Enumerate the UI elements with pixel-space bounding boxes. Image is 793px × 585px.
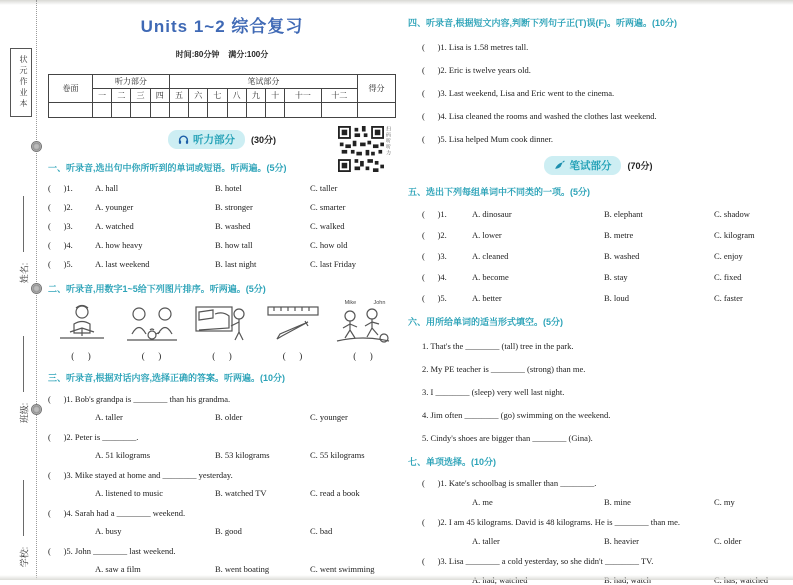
score-cell bbox=[150, 103, 169, 118]
score-col-label: 十 bbox=[265, 89, 284, 103]
boys-playing-football-picture bbox=[334, 302, 392, 344]
answer-bracket: ( )1. bbox=[48, 183, 73, 193]
score-cell bbox=[227, 103, 246, 118]
listening-qr-block bbox=[338, 126, 394, 172]
option-b: B. went boating bbox=[215, 564, 270, 574]
option-b: B. washed bbox=[604, 251, 640, 261]
option-a: A. hall bbox=[95, 183, 119, 193]
right-page bbox=[398, 0, 793, 585]
options-row bbox=[472, 497, 789, 507]
option-c: C. smarter bbox=[310, 202, 346, 212]
option-a: A. last weekend bbox=[95, 259, 150, 269]
options-row bbox=[95, 488, 396, 498]
option-a: A. me bbox=[472, 497, 493, 507]
option-a: A. better bbox=[472, 293, 502, 303]
answer-bracket: ( )3. bbox=[422, 251, 447, 261]
binding-margin bbox=[0, 0, 46, 580]
score-col-label: 四 bbox=[150, 89, 169, 103]
true-false-item: ( )3. Last weekend, Lisa and Eric went to the cinema. bbox=[422, 88, 615, 98]
score-cell bbox=[93, 103, 112, 118]
option-b: B. good bbox=[215, 526, 242, 536]
question-stem: ( )1. Kate's schoolbag is smaller than ________. bbox=[422, 478, 597, 488]
score-cell bbox=[285, 103, 321, 118]
option-b: B. how tall bbox=[215, 240, 253, 250]
score-col-label: 九 bbox=[246, 89, 265, 103]
option-c: C. taller bbox=[310, 183, 338, 193]
option-c: C. how old bbox=[310, 240, 348, 250]
fill-blank-item: 2. My PE teacher is ________ (strong) than me. bbox=[422, 364, 586, 374]
score-col-label: 十一 bbox=[285, 89, 321, 103]
option-b: B. had; watch bbox=[604, 575, 651, 585]
section-5-heading: 五、选出下列每组单词中不同类的一项。(5分) bbox=[408, 187, 591, 197]
answer-bracket: ( )2. bbox=[422, 230, 447, 240]
true-false-item: ( )5. Lisa helped Mum cook dinner. bbox=[422, 134, 554, 144]
option-c: C. fixed bbox=[714, 272, 742, 282]
left-page bbox=[46, 0, 398, 580]
score-cell bbox=[189, 103, 208, 118]
option-b: B. stay bbox=[604, 272, 628, 282]
options-row bbox=[95, 526, 396, 536]
question-row bbox=[48, 202, 396, 212]
written-part-header bbox=[408, 156, 789, 175]
score-col-label: 六 bbox=[189, 89, 208, 103]
class-write-line bbox=[23, 336, 24, 392]
score-cell bbox=[358, 103, 396, 118]
option-c: C. younger bbox=[310, 412, 348, 422]
option-a: A. lower bbox=[472, 230, 502, 240]
question-row bbox=[48, 183, 396, 193]
score-cell bbox=[49, 103, 93, 118]
question-stem: ( )4. Sarah had a ________ weekend. bbox=[48, 508, 186, 518]
grandparents-drinking-tea-picture bbox=[123, 302, 181, 344]
question-stem: ( )2. I am 45 kilograms. David is 48 kilograms. He is ________ than me. bbox=[422, 517, 681, 527]
section-1-heading: 一、听录音,选出句中你所听到的单词或短语。听两遍。(5分) bbox=[48, 163, 287, 173]
option-a: A. taller bbox=[95, 412, 123, 422]
picture-name-label: John bbox=[373, 300, 386, 306]
score-cell bbox=[246, 103, 265, 118]
listening-points: (30分) bbox=[250, 135, 276, 145]
answer-bracket: ( )5. bbox=[422, 293, 447, 303]
pen-icon bbox=[554, 160, 565, 171]
score-table-written-header: 笔试部分 bbox=[169, 75, 357, 89]
score-table bbox=[48, 74, 396, 118]
picture-item bbox=[121, 302, 183, 349]
option-a: A. taller bbox=[472, 536, 500, 546]
option-a: A. younger bbox=[95, 202, 134, 212]
question-row bbox=[48, 221, 396, 231]
options-row bbox=[472, 575, 789, 585]
option-a: A. how heavy bbox=[95, 240, 143, 250]
option-c: C. 55 kilograms bbox=[310, 450, 365, 460]
question-row bbox=[408, 251, 789, 261]
section-7-heading: 七、单项选择。(10分) bbox=[408, 457, 497, 467]
name-label: 姓名: bbox=[18, 262, 29, 284]
question-stem: ( )1. Bob's grandpa is ________ than his grandma. bbox=[48, 394, 231, 404]
paper-spread bbox=[46, 0, 793, 585]
score-col-label: 八 bbox=[227, 89, 246, 103]
name-write-line bbox=[23, 196, 24, 252]
picture-item bbox=[332, 302, 394, 349]
page-title: Units 1~2 综合复习 bbox=[140, 17, 304, 36]
question-row bbox=[48, 240, 396, 250]
question-stem: ( )3. Lisa ________ a cold yesterday, so she didn't ________ TV. bbox=[422, 556, 654, 566]
ruler-and-pencil-picture bbox=[264, 302, 322, 344]
true-false-item: ( )4. Lisa cleaned the rooms and washed the clothes last weekend. bbox=[422, 111, 657, 121]
fill-blank-item: 4. Jim often ________ (go) swimming on the weekend. bbox=[422, 410, 611, 420]
answer-bracket: ( ) bbox=[71, 351, 91, 361]
option-b: B. heavier bbox=[604, 536, 639, 546]
answer-bracket: ( )1. bbox=[422, 209, 447, 219]
school-label: 学校: bbox=[18, 546, 29, 568]
binding-mark-icon bbox=[31, 141, 42, 152]
score-col-label: 五 bbox=[169, 89, 188, 103]
fill-blank-item: 5. Cindy's shoes are bigger than ________ (Gina). bbox=[422, 433, 593, 443]
score-table-corner: 卷面 bbox=[49, 75, 93, 103]
option-c: C. my bbox=[714, 497, 735, 507]
option-a: A. 51 kilograms bbox=[95, 450, 151, 460]
picture-name-label: Mike bbox=[344, 300, 357, 306]
option-c: C. older bbox=[714, 536, 742, 546]
option-a: A. listened to music bbox=[95, 488, 163, 498]
option-b: B. older bbox=[215, 412, 243, 422]
school-write-line bbox=[23, 480, 24, 536]
option-c: C. faster bbox=[714, 293, 743, 303]
answer-bracket: ( )4. bbox=[422, 272, 447, 282]
class-label: 班级: bbox=[18, 402, 29, 424]
question-stem: ( )2. Peter is ________. bbox=[48, 432, 139, 442]
headphones-icon bbox=[178, 134, 189, 145]
question-stem: ( )5. John ________ last weekend. bbox=[48, 546, 176, 556]
question-row bbox=[408, 272, 789, 282]
score-table-listening-header: 听力部分 bbox=[93, 75, 170, 89]
fill-blank-item: 3. I ________ (sleep) very well last night. bbox=[422, 387, 565, 397]
written-part-label: 笔试部分 bbox=[569, 160, 612, 172]
picture-bracket-row bbox=[48, 350, 396, 361]
score-col-label: 三 bbox=[131, 89, 150, 103]
score-col-label: 一 bbox=[93, 89, 112, 103]
option-c: C. has; watched bbox=[714, 575, 769, 585]
time-score-meta: 时间:80分钟 满分:100分 bbox=[175, 50, 269, 59]
option-b: B. hotel bbox=[215, 183, 242, 193]
option-c: C. last Friday bbox=[310, 259, 357, 269]
option-c: C. walked bbox=[310, 221, 345, 231]
score-cell bbox=[131, 103, 150, 118]
qr-caption: 扫码听听力 bbox=[385, 126, 391, 156]
option-a: A. watched bbox=[95, 221, 134, 231]
question-row bbox=[408, 209, 789, 219]
score-col-label: 七 bbox=[208, 89, 227, 103]
option-c: C. went swimming bbox=[310, 564, 375, 574]
question-stem: ( )3. Mike stayed at home and ________ yesterday. bbox=[48, 470, 233, 480]
picture-item bbox=[262, 302, 324, 349]
true-false-item: ( )2. Eric is twelve years old. bbox=[422, 65, 531, 75]
score-col-label: 二 bbox=[112, 89, 131, 103]
option-a: A. had; watched bbox=[472, 575, 528, 585]
section-6-heading: 六、用所给单词的适当形式填空。(5分) bbox=[408, 317, 564, 327]
picture-item bbox=[191, 302, 253, 349]
option-b: B. washed bbox=[215, 221, 251, 231]
option-b: B. watched TV bbox=[215, 488, 267, 498]
options-row bbox=[95, 412, 396, 422]
score-cell bbox=[265, 103, 284, 118]
score-cell bbox=[169, 103, 188, 118]
true-false-item: ( )1. Lisa is 1.58 metres tall. bbox=[422, 42, 529, 52]
option-b: B. loud bbox=[604, 293, 630, 303]
score-cell bbox=[321, 103, 357, 118]
question-row bbox=[408, 230, 789, 240]
option-b: B. metre bbox=[604, 230, 634, 240]
option-a: A. saw a film bbox=[95, 564, 141, 574]
written-points: (70分) bbox=[627, 161, 653, 171]
answer-bracket: ( )2. bbox=[48, 202, 73, 212]
option-c: C. enjoy bbox=[714, 251, 743, 261]
score-table-total: 得分 bbox=[358, 75, 396, 103]
section-2-heading: 二、听录音,用数字1~5给下列图片排序。听两遍。(5分) bbox=[48, 284, 266, 294]
answer-bracket: ( ) bbox=[141, 351, 162, 361]
section-4-heading: 四、听录音,根据短文内容,判断下列句子正(T)误(F)。听两遍。(10分) bbox=[408, 18, 677, 28]
picture-item bbox=[50, 302, 112, 349]
option-a: A. busy bbox=[95, 526, 122, 536]
options-row bbox=[95, 450, 396, 460]
question-row bbox=[48, 259, 396, 269]
score-cell bbox=[112, 103, 131, 118]
listening-part-label: 听力部分 bbox=[192, 134, 235, 146]
picture-sorting-row bbox=[48, 302, 396, 349]
option-c: C. read a book bbox=[310, 488, 360, 498]
option-a: A. dinosaur bbox=[472, 209, 512, 219]
girl-reading-book-picture bbox=[52, 302, 110, 344]
fill-blank-item: 1. That's the ________ (tall) tree in the park. bbox=[422, 341, 574, 351]
score-cell bbox=[208, 103, 227, 118]
option-b: B. stronger bbox=[215, 202, 253, 212]
option-b: B. mine bbox=[604, 497, 631, 507]
section-3-heading: 三、听录音,根据对话内容,选择正确的答案。听两遍。(10分) bbox=[48, 373, 286, 383]
options-row bbox=[472, 536, 789, 546]
answer-bracket: ( ) bbox=[212, 351, 232, 361]
option-a: A. cleaned bbox=[472, 251, 509, 261]
boy-making-bed-picture bbox=[193, 302, 251, 344]
answer-bracket: ( )4. bbox=[48, 240, 73, 250]
options-row bbox=[95, 564, 396, 574]
option-b: B. elephant bbox=[604, 209, 643, 219]
option-a: A. become bbox=[472, 272, 509, 282]
answer-bracket: ( ) bbox=[282, 351, 303, 361]
option-c: C. bad bbox=[310, 526, 333, 536]
workbook-brand-label: 状元作业本 bbox=[10, 48, 32, 117]
option-c: C. shadow bbox=[714, 209, 750, 219]
answer-bracket: ( )3. bbox=[48, 221, 73, 231]
answer-bracket: ( )5. bbox=[48, 259, 73, 269]
score-col-label: 十二 bbox=[321, 89, 357, 103]
qr-code bbox=[338, 126, 384, 172]
option-c: C. kilogram bbox=[714, 230, 755, 240]
answer-bracket: ( ) bbox=[353, 351, 373, 361]
option-b: B. last night bbox=[215, 259, 257, 269]
option-b: B. 53 kilograms bbox=[215, 450, 270, 460]
question-row bbox=[408, 293, 789, 303]
